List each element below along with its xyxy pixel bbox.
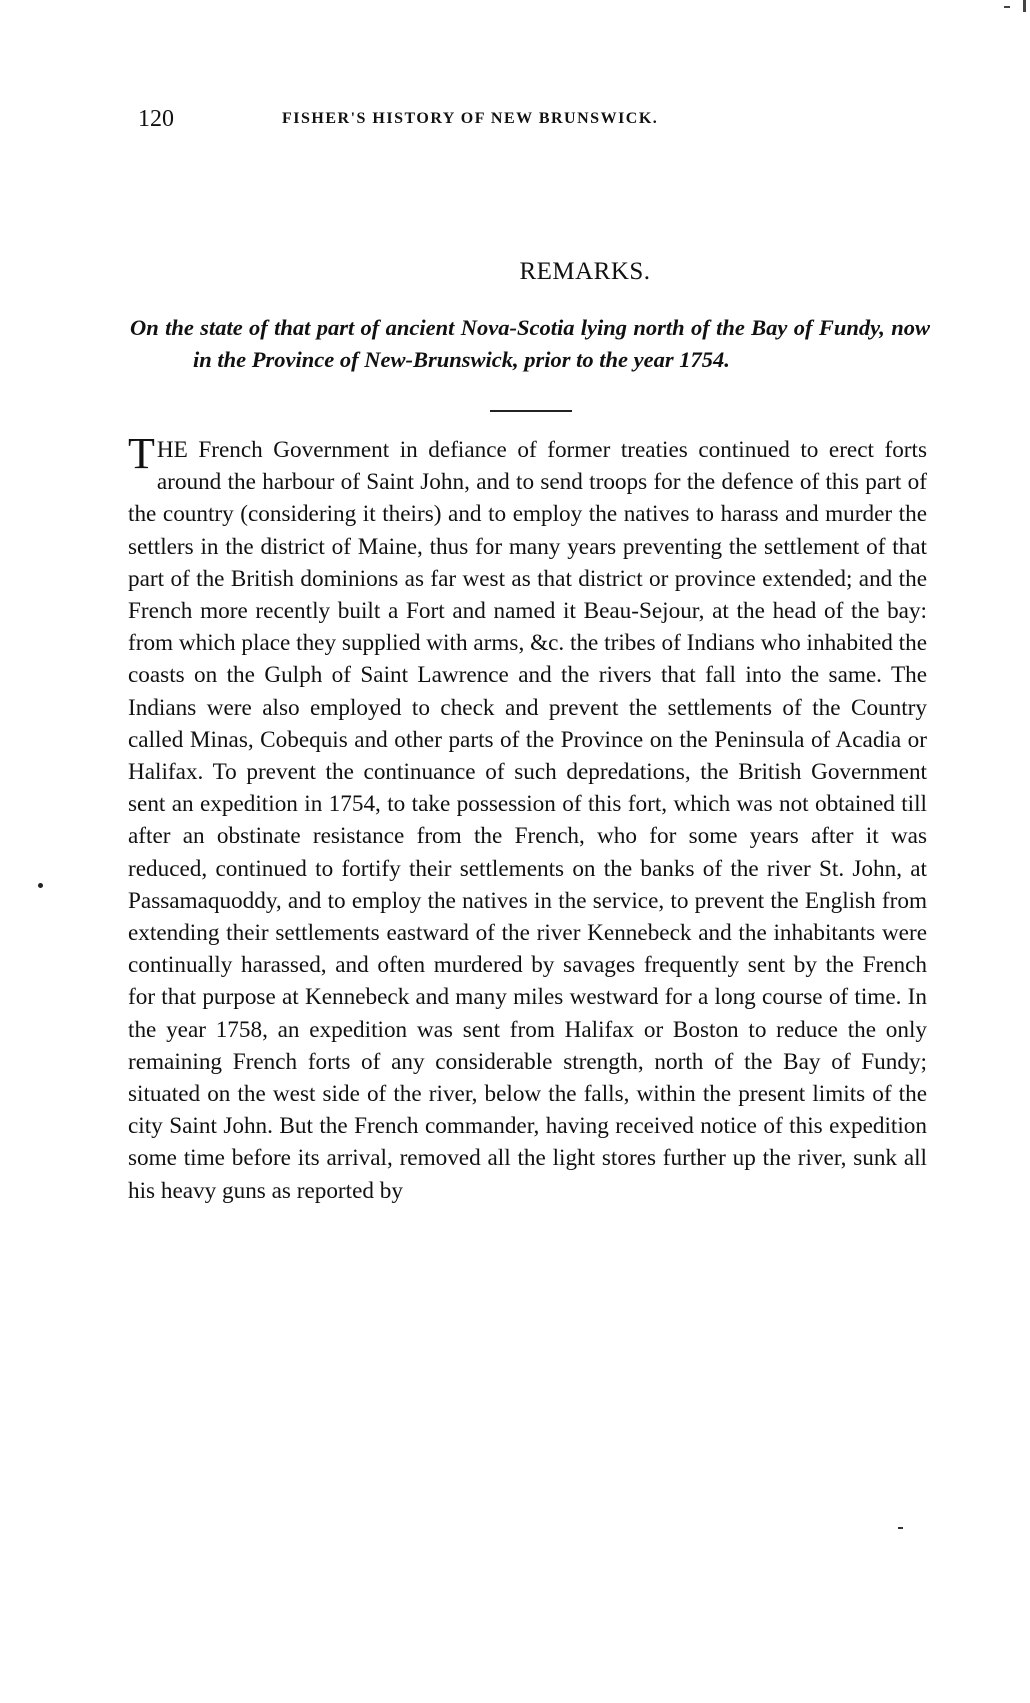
body-paragraph-text: HE French Government in defiance of former treaties continued to erect forts around the harbour of Saint John, and to send troops for the defence of this part of the country (considering it theirs) and to employ the natives to harass and murder the settlers in the district of Maine, thus for many years preventing the settlement of that part of the British dominions as far west as that district or province extended; and the French more recently built a Fort and named it Beau-Sejour, at the head of the bay: from which place they supplied with arms, &c. the tribes of Indians who inhabited the coasts on the Gulph of Saint Lawrence and the rivers that fall into the same. The Indians were also employed to check and prevent the settlements of the Country called Minas, Cobequis and other parts of the Province on the Peninsula of Acadia or Halifax. To prevent the continuance of such depredations, the British Government sent an expedition in 1754, to take possession of this fort, which was not obtained till after an obstinate resistance from the French, who for some years after it was reduced, continued to fortify their settlements on the banks of the river St. John, at Passamaquoddy, and to employ the natives in the service, to prevent the English from extending their settlements eastward of the river Kennebeck and the inhabitants were continually harassed, and often murdered by savages frequently sent by the French for that purpose at Kennebeck and many miles westward for a long course of time. In the year 1758, an expedition was sent from Halifax or Boston to reduce the only remaining French forts of any considerable strength, north of the Bay of Fundy; situated on the west side of the river, below the falls, within the present limits of the city Saint John. But the French commander, having received notice of this expedition some time before its arrival, removed all the light stores further up the river, sunk all his heavy guns as reported by [128, 437, 927, 1204]
section-heading: REMARKS. [519, 258, 651, 285]
body-paragraph [128, 429, 927, 1207]
print-speck [898, 1527, 903, 1529]
page-number: 120 [138, 106, 174, 132]
drop-cap: T [128, 429, 155, 478]
section-subtitle: On the state of that part of ancient Nova-Scotia lying north of the Bay of Fundy, now in the Province of New-Brunswick, prior to the year 1754. [130, 315, 930, 372]
scan-dash-mark [1004, 6, 1010, 8]
running-head [138, 106, 918, 136]
running-title: FISHER'S HISTORY OF NEW BRUNSWICK. [282, 110, 659, 127]
scan-corner-mark [1004, 0, 1026, 14]
print-speck [38, 883, 43, 888]
scan-bar-mark [1023, 0, 1026, 12]
section-divider-rule [490, 410, 572, 412]
